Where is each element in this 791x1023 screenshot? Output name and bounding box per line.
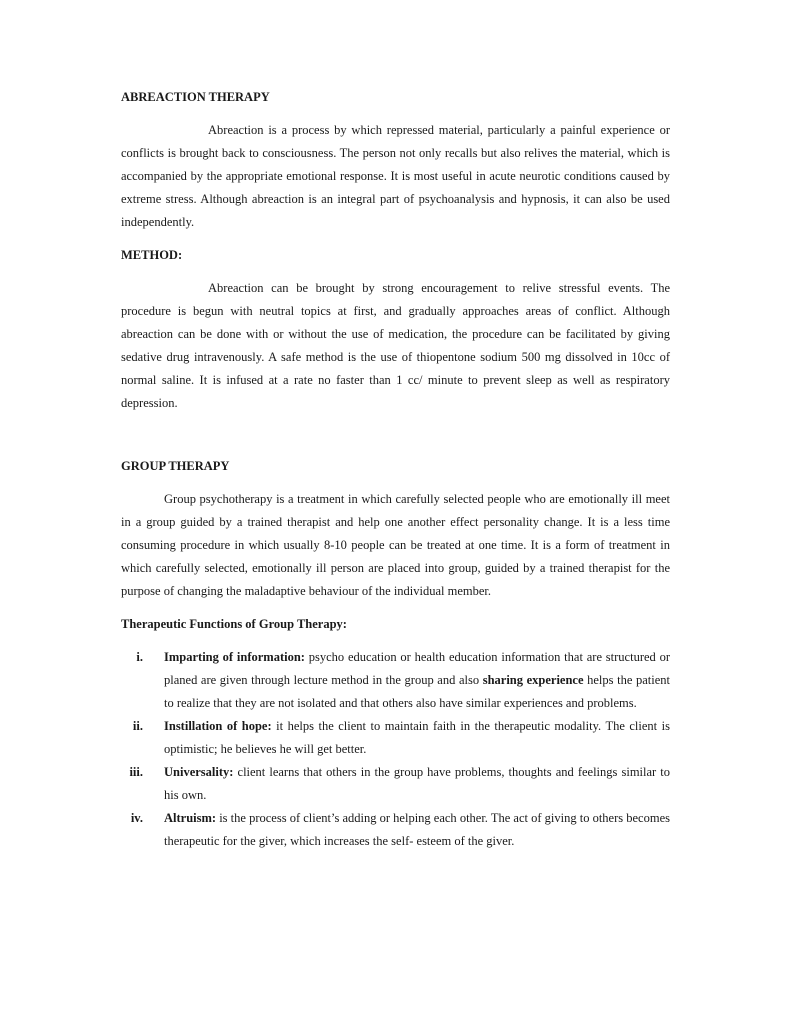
list-item-term: Imparting of information: (164, 650, 305, 664)
list-item-text: it helps the client to maintain faith in the therapeutic modality. The client is optimistic; he believes he will get better. (164, 719, 670, 756)
document-body (121, 88, 670, 853)
group-therapy-paragraph: Group psychotherapy is a treatment in which carefully selected people who are emotionally ill meet in a group guided by a trained therapist and help one another effect personality change. It is a less time consuming procedure in which usually 8-10 people can be treated at one time. It is a form of treatment in which carefully selected, emotionally ill person are placed into group, guided by a trained therapist for the purpose of changing the maladaptive behaviour of the individual member. (121, 492, 670, 598)
list-item-text: is the process of client’s adding or helping each other. The act of giving to others becomes therapeutic for the giver, which increases the self- esteem of the giver. (164, 811, 670, 848)
list-item-term: Instillation of hope: (164, 719, 272, 733)
abreaction-paragraph: Abreaction is a process by which repressed material, particularly a painful experience or conflicts is brought back to consciousness. The person not only recalls but also relives the material, which is accompanied by the appropriate emotional response. It is most useful in acute neurotic conditions caused by extreme stress. Although abreaction is an integral part of psychoanalysis and hypnosis, it can also be used independently. (121, 123, 670, 229)
method-paragraph: Abreaction can be brought by strong encouragement to relive stressful events. The procedure is begun with neutral topics at first, and gradually approaches areas of conflict. Although abreaction can be done with or without the use of medication, the procedure can be facilitated by giving sedative drug intravenously. A safe method is the use of thiopentone sodium 500 mg dissolved in 10cc of normal saline. It is infused at a rate no faster than 1 cc/ minute to prevent sleep as well as respiratory depression. (121, 281, 670, 410)
list-item (121, 807, 670, 853)
list-item (121, 761, 670, 807)
list-item-number: i. (136, 650, 143, 664)
list-item (121, 646, 670, 715)
method-heading: METHOD: (121, 248, 183, 262)
list-item-text: client learns that others in the group have problems, thoughts and feelings similar to his own. (164, 765, 670, 802)
list-item-term: Universality: (164, 765, 234, 779)
functions-list (121, 646, 670, 853)
list-item-term: Altruism: (164, 811, 217, 825)
group-therapy-heading: GROUP THERAPY (121, 459, 230, 473)
functions-heading: Therapeutic Functions of Group Therapy: (121, 617, 347, 631)
list-item-number: iii. (129, 765, 143, 779)
list-item-number: iv. (130, 811, 143, 825)
abreaction-heading: ABREACTION THERAPY (121, 90, 270, 104)
list-item-text-continued: helps the patient to realize that they are not isolated and that others also have similar experiences and problems. (164, 673, 670, 710)
list-item (121, 715, 670, 761)
list-item-number: ii. (132, 719, 143, 733)
list-item-emphasis: sharing experience (482, 673, 584, 687)
list-item-text: psycho education or health education information that are structured or planed are given through lecture method in the group and also (164, 650, 670, 687)
